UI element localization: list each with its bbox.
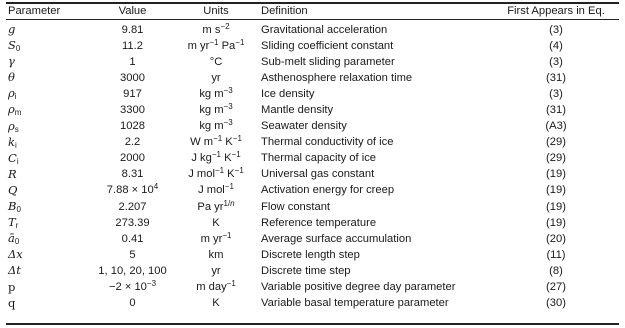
cell-parameter: [6, 102, 86, 118]
cell-value: $7.88 \times 10^4$: [106, 182, 159, 197]
parameter-symbol: R: [8, 166, 17, 181]
header-units: Units: [203, 5, 229, 17]
cell-first-appears: (31): [546, 71, 566, 84]
cell-first-appears: (19): [546, 216, 566, 229]
cell-definition: Gravitational acceleration: [261, 23, 388, 36]
parameter-symbol: p: [8, 279, 16, 294]
cell-definition: Discrete length step: [261, 248, 360, 261]
header-row: [6, 3, 619, 19]
cell-definition: Reference temperature: [261, 216, 377, 229]
parameter-symbol: θ: [8, 70, 15, 85]
cell-units: m day$^{-1}$: [196, 279, 236, 293]
header-first-appears: First Appears in Eq.: [507, 5, 605, 17]
cell-definition: Seawater density: [261, 120, 347, 133]
cell-definition: Sliding coefficient constant: [261, 39, 394, 52]
cell-definition: Universal gas constant: [261, 168, 375, 181]
cell-parameter: [6, 151, 86, 167]
cell-value: 1, 10, 20, 100: [98, 264, 167, 277]
cell-value: 9.81: [121, 23, 144, 36]
cell-units: K: [212, 216, 220, 229]
cell-first-appears: (19): [546, 200, 566, 213]
parameter-symbol: γ: [8, 54, 15, 69]
table-row: [6, 102, 619, 118]
cell-definition: Average surface accumulation: [261, 232, 412, 245]
header-definition: Definition: [261, 5, 308, 17]
parameter-symbol: $\rho_m$: [8, 102, 22, 118]
table-row: [6, 38, 619, 54]
cell-units: km: [208, 248, 224, 261]
cell-parameter: [6, 38, 86, 54]
cell-first-appears: (A3): [545, 120, 567, 133]
cell-parameter: [6, 119, 86, 135]
parameter-symbol: q: [8, 295, 16, 310]
table-row: [6, 231, 619, 247]
cell-parameter: [6, 247, 86, 263]
cell-units: m $yr^{-1}$: [200, 230, 232, 245]
cell-first-appears: (11): [546, 248, 566, 261]
cell-units: K: [212, 297, 220, 310]
table-row: [6, 280, 619, 296]
parameter-symbol: Δx: [8, 247, 23, 262]
cell-parameter: [6, 19, 86, 38]
cell-parameter: [6, 280, 86, 296]
cell-units: m $s^{-2}$: [202, 21, 230, 36]
cell-value: 3000: [120, 71, 145, 84]
cell-value: 5: [129, 248, 136, 261]
cell-parameter: [6, 199, 86, 215]
parameter-symbol: $C_i$: [8, 150, 19, 166]
cell-definition: Variable positive degree day parameter: [261, 281, 456, 293]
parameter-symbol: Δt: [8, 263, 21, 278]
cell-units: kg $m^{-3}$: [199, 85, 233, 100]
table-row: [6, 167, 619, 183]
cell-definition: Asthenosphere relaxation time: [261, 71, 413, 84]
cell-units: kg $m^{-3}$: [199, 118, 233, 133]
table-row: [6, 54, 619, 70]
cell-units: yr: [211, 71, 221, 84]
cell-parameter: [6, 54, 86, 70]
parameter-symbol: $T_r$: [8, 215, 19, 231]
cell-value: 3300: [120, 103, 145, 116]
parameter-table: [6, 3, 619, 312]
cell-definition: Discrete time step: [261, 264, 351, 277]
cell-parameter: [6, 183, 86, 199]
cell-definition: Thermal conductivity of ice: [261, 136, 394, 149]
cell-definition: Activation energy for creep: [261, 184, 395, 197]
cell-parameter: [6, 231, 86, 247]
cell-units: J mol$^{-1}$: [198, 182, 234, 197]
parameter-symbol: g: [8, 22, 16, 36]
cell-value: 11.2: [122, 39, 143, 52]
cell-units: m $yr^{-1}$ $Pa^{-1}$: [187, 37, 245, 52]
table-row: [6, 199, 619, 215]
cell-first-appears: (4): [549, 39, 563, 52]
table-row: [6, 19, 619, 38]
table-row: [6, 119, 619, 135]
cell-parameter: [6, 70, 86, 86]
table-row: [6, 263, 619, 279]
parameter-symbol: $k_i$: [8, 134, 17, 150]
cell-units: Pa $yr^{1/n}$: [197, 198, 235, 213]
cell-units: W $m^{-1}$ $K^{-1}$: [190, 134, 242, 149]
cell-value: $-2 \times 10^{-3}$: [108, 279, 157, 293]
table-row: [6, 183, 619, 199]
cell-parameter: [6, 296, 86, 312]
parameter-symbol: $B_0$: [8, 199, 21, 215]
parameter-symbol: Q: [8, 182, 18, 197]
cell-definition: Flow constant: [261, 200, 331, 213]
cell-value: 0: [129, 297, 136, 310]
cell-value: 273.39: [115, 216, 150, 229]
cell-parameter: [6, 167, 86, 183]
cell-parameter: [6, 263, 86, 279]
cell-units: J mol$^{-1}$ $K^{-1}$: [188, 166, 244, 181]
cell-units: °C: [209, 55, 223, 68]
cell-definition: Sub-melt sliding parameter: [261, 55, 395, 68]
bottom-rule: [6, 323, 619, 325]
table-row: [6, 247, 619, 263]
cell-first-appears: (3): [549, 55, 563, 68]
header-value: Value: [118, 5, 147, 17]
cell-parameter: [6, 135, 86, 151]
cell-definition: Variable basal temperature parameter: [261, 297, 449, 310]
cell-first-appears: (30): [546, 297, 566, 310]
header-parameter: Parameter: [8, 5, 61, 17]
parameter-symbol: $\rho_i$: [8, 86, 17, 102]
cell-first-appears: (20): [546, 232, 566, 245]
cell-value: 2000: [120, 152, 145, 165]
cell-value: 917: [123, 87, 142, 100]
table-row: [6, 70, 619, 86]
cell-parameter: [6, 86, 86, 102]
cell-first-appears: (27): [546, 281, 566, 293]
parameter-symbol: $\rho_s$: [8, 118, 19, 134]
table-row: [6, 215, 619, 231]
table-row: [6, 296, 619, 312]
cell-first-appears: (29): [546, 136, 566, 149]
parameter-symbol: $S_0$: [8, 38, 21, 54]
cell-first-appears: (3): [549, 23, 563, 36]
cell-value: 2.207: [118, 200, 147, 213]
cell-units: J $kg^{-1}$ $K^{-1}$: [191, 150, 241, 165]
cell-first-appears: (19): [546, 168, 566, 181]
cell-first-appears: (8): [549, 264, 563, 277]
cell-definition: Ice density: [261, 87, 315, 100]
cell-first-appears: (19): [546, 184, 566, 197]
cell-parameter: [6, 215, 86, 231]
cell-value: 8.31: [121, 168, 144, 181]
cell-definition: Thermal capacity of ice: [261, 152, 377, 165]
cell-value: 1: [129, 55, 136, 68]
cell-first-appears: (29): [546, 152, 566, 165]
table-row: [6, 86, 619, 102]
cell-value: 0.41: [121, 232, 144, 245]
cell-value: 1028: [120, 120, 145, 133]
cell-first-appears: (31): [546, 103, 566, 116]
parameter-symbol: $ā_0$: [8, 231, 20, 247]
cell-value: 2.2: [124, 136, 141, 149]
cell-definition: Mantle density: [261, 103, 334, 116]
cell-units: kg $m^{-3}$: [199, 101, 233, 116]
table-row: [6, 135, 619, 151]
table-row: [6, 151, 619, 167]
cell-first-appears: (3): [549, 87, 563, 100]
cell-units: yr: [211, 264, 221, 277]
